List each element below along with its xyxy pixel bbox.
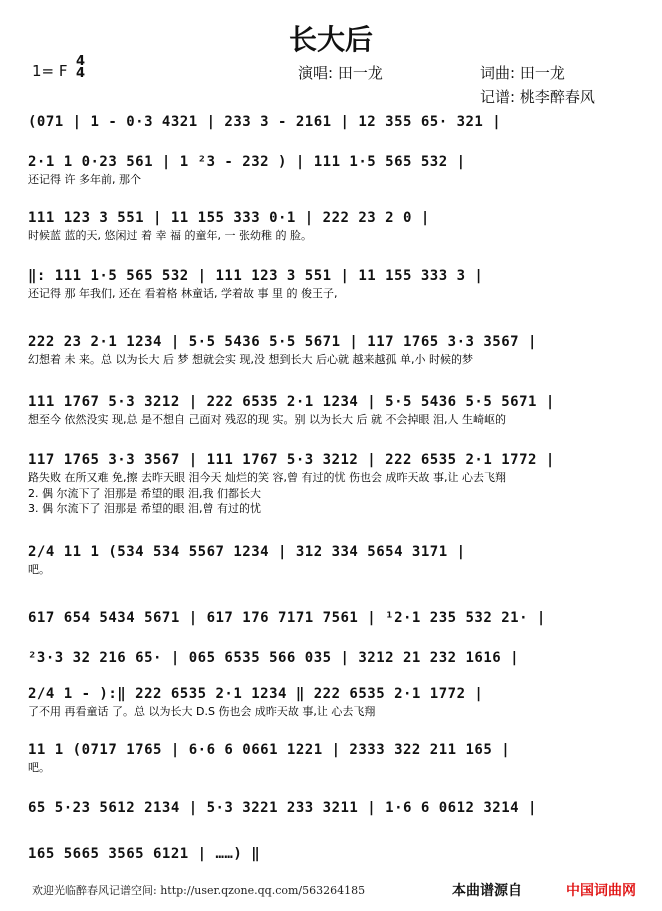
- lyrics-row: 还记得 许 多年前, 那个: [28, 173, 141, 186]
- transcriber-credit: 记谱: 桃李醉春风: [480, 88, 595, 106]
- notes-row: ²3·3 32 216 65· | 065 6535 566 035 | 3212 21 232 1616 |: [28, 650, 520, 666]
- lyrics-row: 路失败 在所又难 免,擦 去昨天眼 泪今天 灿烂的笑 容,曾 有过的忧 伤也会 成昨天故 事,让 心去飞翔: [28, 471, 506, 484]
- notation-line: [28, 684, 638, 720]
- lyricist-credit: 词曲: 田一龙: [480, 64, 565, 82]
- time-signature-top: 4: [76, 54, 86, 69]
- notes-row: 2·1 1 0·23 561 | 1 ²3 - 232 ) | 111 1·5 565 532 |: [28, 154, 466, 170]
- notes-row: 111 1767 5·3 3212 | 222 6535 2·1 1234 | 5·5 5436 5·5 5671 |: [28, 394, 555, 410]
- notation-line: [28, 152, 638, 188]
- notes-row: (071 | 1 - 0·3 4321 | 233 3 - 2161 | 12 355 65· 321 |: [28, 114, 502, 130]
- lyrics-row: 还记得 那 年我们, 还在 看着格 林童话, 学着故 事 里 的 俊王子,: [28, 287, 338, 300]
- notation-line: [28, 798, 638, 818]
- notation-line: [28, 392, 638, 428]
- lyrics-row: 了不用 再看童话 了。总 以为长大 D.S 伤也会 成昨天故 事,让 心去飞翔: [28, 705, 376, 718]
- notation-line: [28, 844, 638, 864]
- notation-line: [28, 208, 638, 244]
- lyrics-row: 吧。: [28, 761, 50, 774]
- notes-row: 2/4 1 - ):‖ 222 6535 2·1 1234 ‖ 222 6535 2·1 1772 |: [28, 686, 484, 702]
- notes-row: 2/4 11 1 (534 534 5567 1234 | 312 334 5654 3171 |: [28, 544, 466, 560]
- lyrics-row: 吧。: [28, 563, 50, 576]
- notation-line: [28, 608, 638, 628]
- notes-row: ‖: 111 1·5 565 532 | 111 123 3 551 | 11 155 333 3 |: [28, 268, 484, 284]
- time-signature-bottom: 4: [76, 66, 86, 81]
- lyrics-row: 幻想着 未 来。总 以为长大 后 梦 想就会实 现,没 想到长大 后心就 越来越孤 单,小 时候的梦: [28, 353, 473, 366]
- notes-row: 165 5665 3565 6121 | ……) ‖: [28, 846, 261, 862]
- footer-source-site[interactable]: 中国词曲网: [566, 883, 636, 899]
- lyrics-row: 3. 偶 尔流下了 泪那是 希望的眼 泪,曾 有过的忧: [28, 502, 261, 515]
- notes-row: 617 654 5434 5671 | 617 176 7171 7561 | ¹2·1 235 532 21· |: [28, 610, 546, 626]
- notation-line: [28, 740, 638, 776]
- lyrics-row: 想至今 依然没实 现,总 是不想自 己面对 残忍的现 实。别 以为长大 后 就 不会掉眼 泪,人 生崎岖的: [28, 413, 506, 426]
- notation-line: [28, 332, 638, 368]
- key-signature: 1= F: [32, 62, 68, 80]
- footer-site-link[interactable]: 欢迎光临醉春风记谱空间: http://user.qzone.qq.com/563264185: [32, 884, 366, 897]
- notation-line: [28, 542, 638, 578]
- lyrics-row: 2. 偶 尔流下了 泪那是 希望的眼 泪,我 们都长大: [28, 487, 261, 500]
- lyrics-row: 时候蓝 蓝的天, 悠闲过 着 幸 福 的童年, 一 张幼稚 的 脸。: [28, 229, 312, 242]
- notation-line: [28, 648, 638, 668]
- notes-row: 222 23 2·1 1234 | 5·5 5436 5·5 5671 | 117 1765 3·3 3567 |: [28, 334, 537, 350]
- notes-row: 117 1765 3·3 3567 | 111 1767 5·3 3212 | 222 6535 2·1 1772 |: [28, 452, 555, 468]
- notation-line: [28, 112, 638, 132]
- notation-line: [28, 450, 638, 516]
- time-signature: [76, 56, 85, 80]
- notes-row: 65 5·23 5612 2134 | 5·3 3221 233 3211 | 1·6 6 0612 3214 |: [28, 800, 537, 816]
- notation-line: [28, 266, 638, 302]
- footer-source-label: 本曲谱源自: [452, 883, 522, 899]
- notes-row: 11 1 (0717 1765 | 6·6 6 0661 1221 | 2333 322 211 165 |: [28, 742, 511, 758]
- song-title: 长大后: [288, 23, 373, 56]
- singer-credit: 演唱: 田一龙: [298, 64, 383, 82]
- notes-row: 111 123 3 551 | 11 155 333 0·1 | 222 23 2 0 |: [28, 210, 430, 226]
